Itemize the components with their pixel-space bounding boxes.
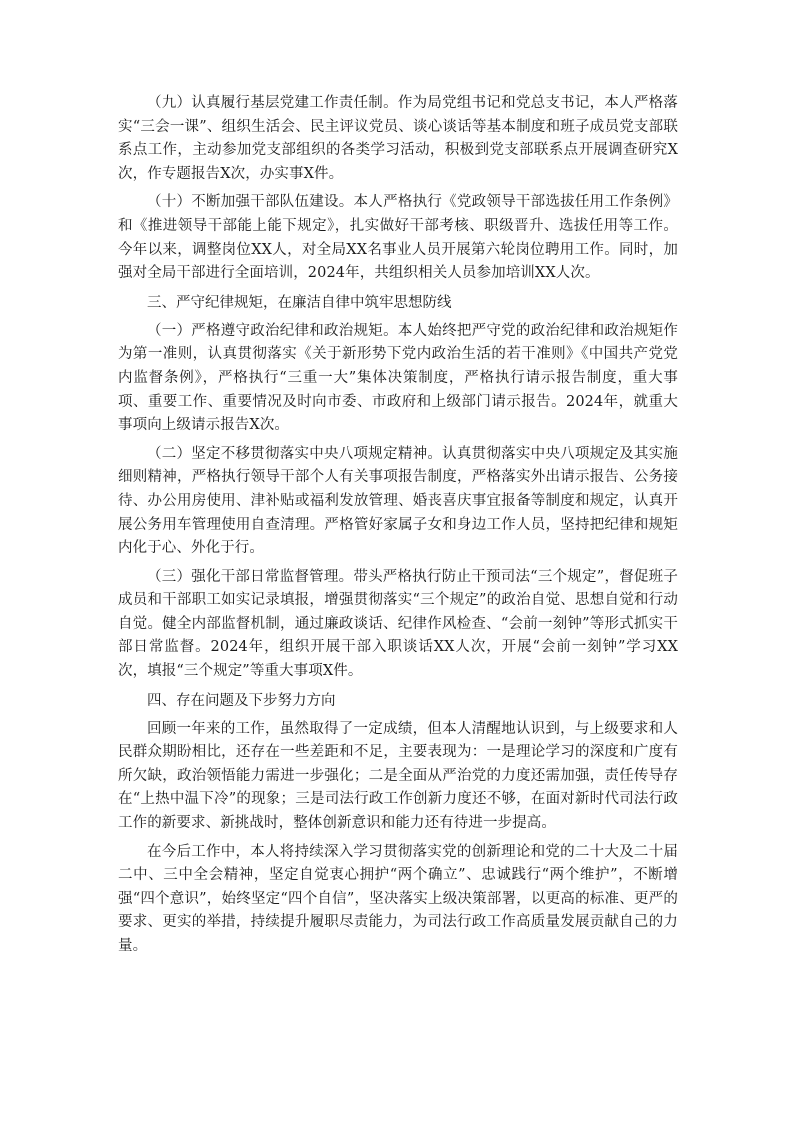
paragraph-review-shortcomings: 回顾一年来的工作，虽然取得了一定成绩，但本人清醒地认识到，与上级要求和人民群众期盼相比，还存在一些差距和不足，主要表现为：一是理论学习的深度和广度有所欠缺，政治领悟能力需进一步强化；二是全面从严治党的力度还需加强，责任传导存在“上热中温下冷”的现象；三是司法行政工作创新力度还不够，在面对新时代司法行政工作的新要求、新挑战时，整体创新意识和能力还有待进一步提高。 [118, 720, 678, 832]
section-heading-problems: 四、存在问题及下步努力方向 [147, 692, 336, 709]
paragraph-political-discipline: （一）严格遵守政治纪律和政治规矩。本人始终把严守党的政治纪律和政治规矩作为第一准则，认真贯彻落实《关于新形势下党内政治生活的若干准则》《中国共产党党内监督条例》，严格执行“三重一大”集体决策制度，严格执行请示报告制度，重大事项、重要工作、重要情况及时向市委、市政府和上级部门请示报告。2024年，就重大事项向上级请示报告X次。 [118, 322, 678, 434]
paragraph-party-building-responsibility: （九）认真履行基层党建工作责任制。作为局党组书记和党总支书记，本人严格落实“三会一课”、组织生活会、民主评议党员、谈心谈话等基本制度和班子成员党支部联系点工作，主动参加党支部组织的各类学习活动，积极到党支部联系点开展调查研究X次，作专题报告X次，办实事X件。 [118, 95, 678, 182]
paragraph-eight-point-rules: （二）坚定不移贯彻落实中央八项规定精神。认真贯彻落实中央八项规定及其实施细则精神，严格执行领导干部个人有关事项报告制度，严格落实外出请示报告、公务接待、办公用房使用、津补贴或福利发放管理、婚丧喜庆事宜报备等制度和规定，认真开展公务用车管理使用自查清理。严格管好家属子女和身边工作人员，坚持把纪律和规矩内化于心、外化于行。 [118, 445, 678, 557]
paragraph-future-work: 在今后工作中，本人将持续深入学习贯彻落实党的创新理论和党的二十大及二十届二中、三中全会精神，坚定自觉衷心拥护“两个确立”、忠诚践行“两个维护”，不断增强“四个意识”，始终坚定“四个自信”，坚决落实上级决策部署，以更高的标准、更严的要求、更实的举措，持续提升履职尽责能力，为司法行政工作高质量发展贡献自己的力量。 [118, 843, 678, 954]
paragraph-cadre-team-building: （十）不断加强干部队伍建设。本人严格执行《党政领导干部选拔任用工作条例》和《推进领导干部能上能下规定》，扎实做好干部考核、职级晋升、选拔任用等工作。今年以来，调整岗位XX人，对全局XX名事业人员开展第六轮岗位聘用工作。同时，加强对全局干部进行全面培训，2024年，共组织相关人员参加培训XX人次。 [118, 194, 678, 282]
paragraph-daily-supervision: （三）强化干部日常监督管理。带头严格执行防止干预司法“三个规定”，督促班子成员和干部职工如实记录填报，增强贯彻落实“三个规定”的政治自觉、思想自觉和行动自觉。健全内部监督机制，通过廉政谈话、纪律作风检查、“会前一刻钟”等形式抓实干部日常监督。2024年，组织开展干部入职谈话XX人次，开展“会前一刻钟”学习XX次，填报“三个规定”等重大事项X件。 [118, 568, 678, 680]
document-page [118, 92, 678, 964]
section-heading-discipline: 三、严守纪律规矩，在廉洁自律中筑牢思想防线 [147, 294, 452, 311]
